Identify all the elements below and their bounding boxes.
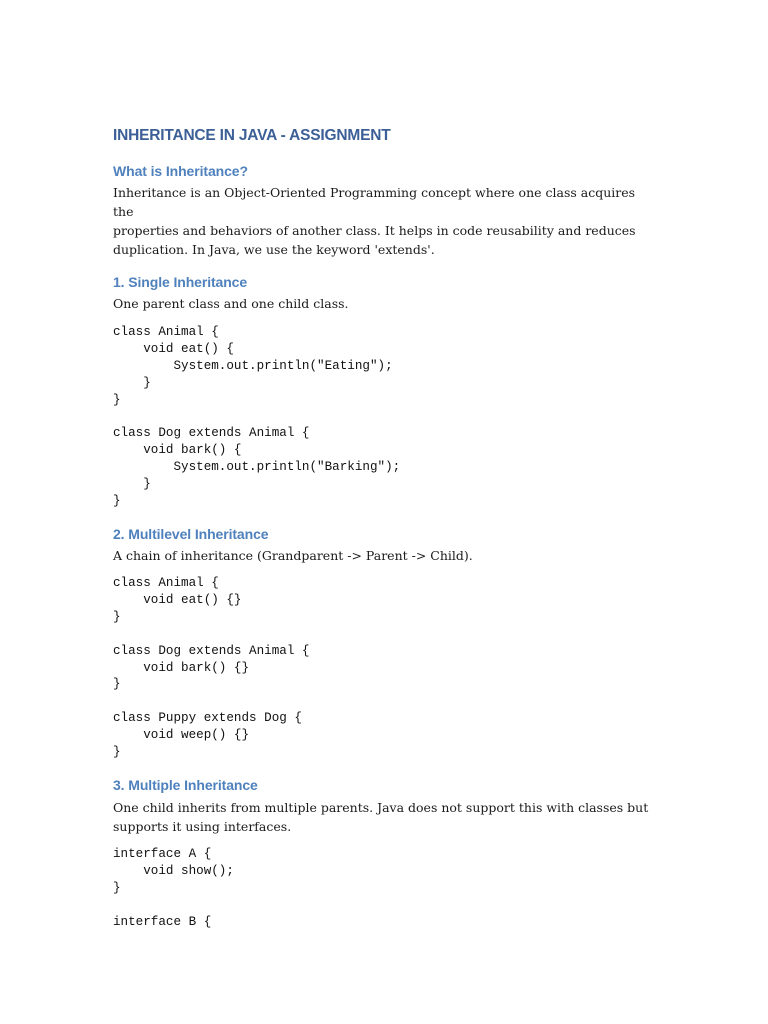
multiple-inheritance-description: One child inherits from multiple parents. Java does not support this with classes but supports it using interfaces. <box>113 799 649 834</box>
document-page <box>113 126 653 930</box>
multiple-inheritance-code: interface A { void show(); } interface B { <box>113 846 234 929</box>
intro-paragraph: Inheritance is an Object-Oriented Programming concept where one class acquires the properties and behaviors of another class. It helps in code reusability and reduces duplication. In Java, we use the keyword 'extends'. <box>113 185 636 257</box>
heading-multilevel-inheritance: 2. Multilevel Inheritance <box>113 525 269 542</box>
document-title: INHERITANCE IN JAVA - ASSIGNMENT <box>113 127 391 144</box>
single-inheritance-description: One parent class and one child class. <box>113 296 349 311</box>
single-inheritance-code: class Animal { void eat() { System.out.println("Eating"); } } class Dog extends Animal { void bark() { System.out.println("Barking"); } } <box>113 325 401 509</box>
multilevel-inheritance-code: class Animal { void eat() {} } class Dog extends Animal { void bark() {} } class Puppy extends Dog { void weep() {} } <box>113 575 310 760</box>
heading-single-inheritance: 1. Single Inheritance <box>113 274 248 290</box>
multilevel-inheritance-description: A chain of inheritance (Grandparent -> Parent -> Child). <box>113 547 473 563</box>
heading-multiple-inheritance: 3. Multiple Inheritance <box>113 776 258 793</box>
heading-what-is-inheritance: What is Inheritance? <box>113 163 248 179</box>
